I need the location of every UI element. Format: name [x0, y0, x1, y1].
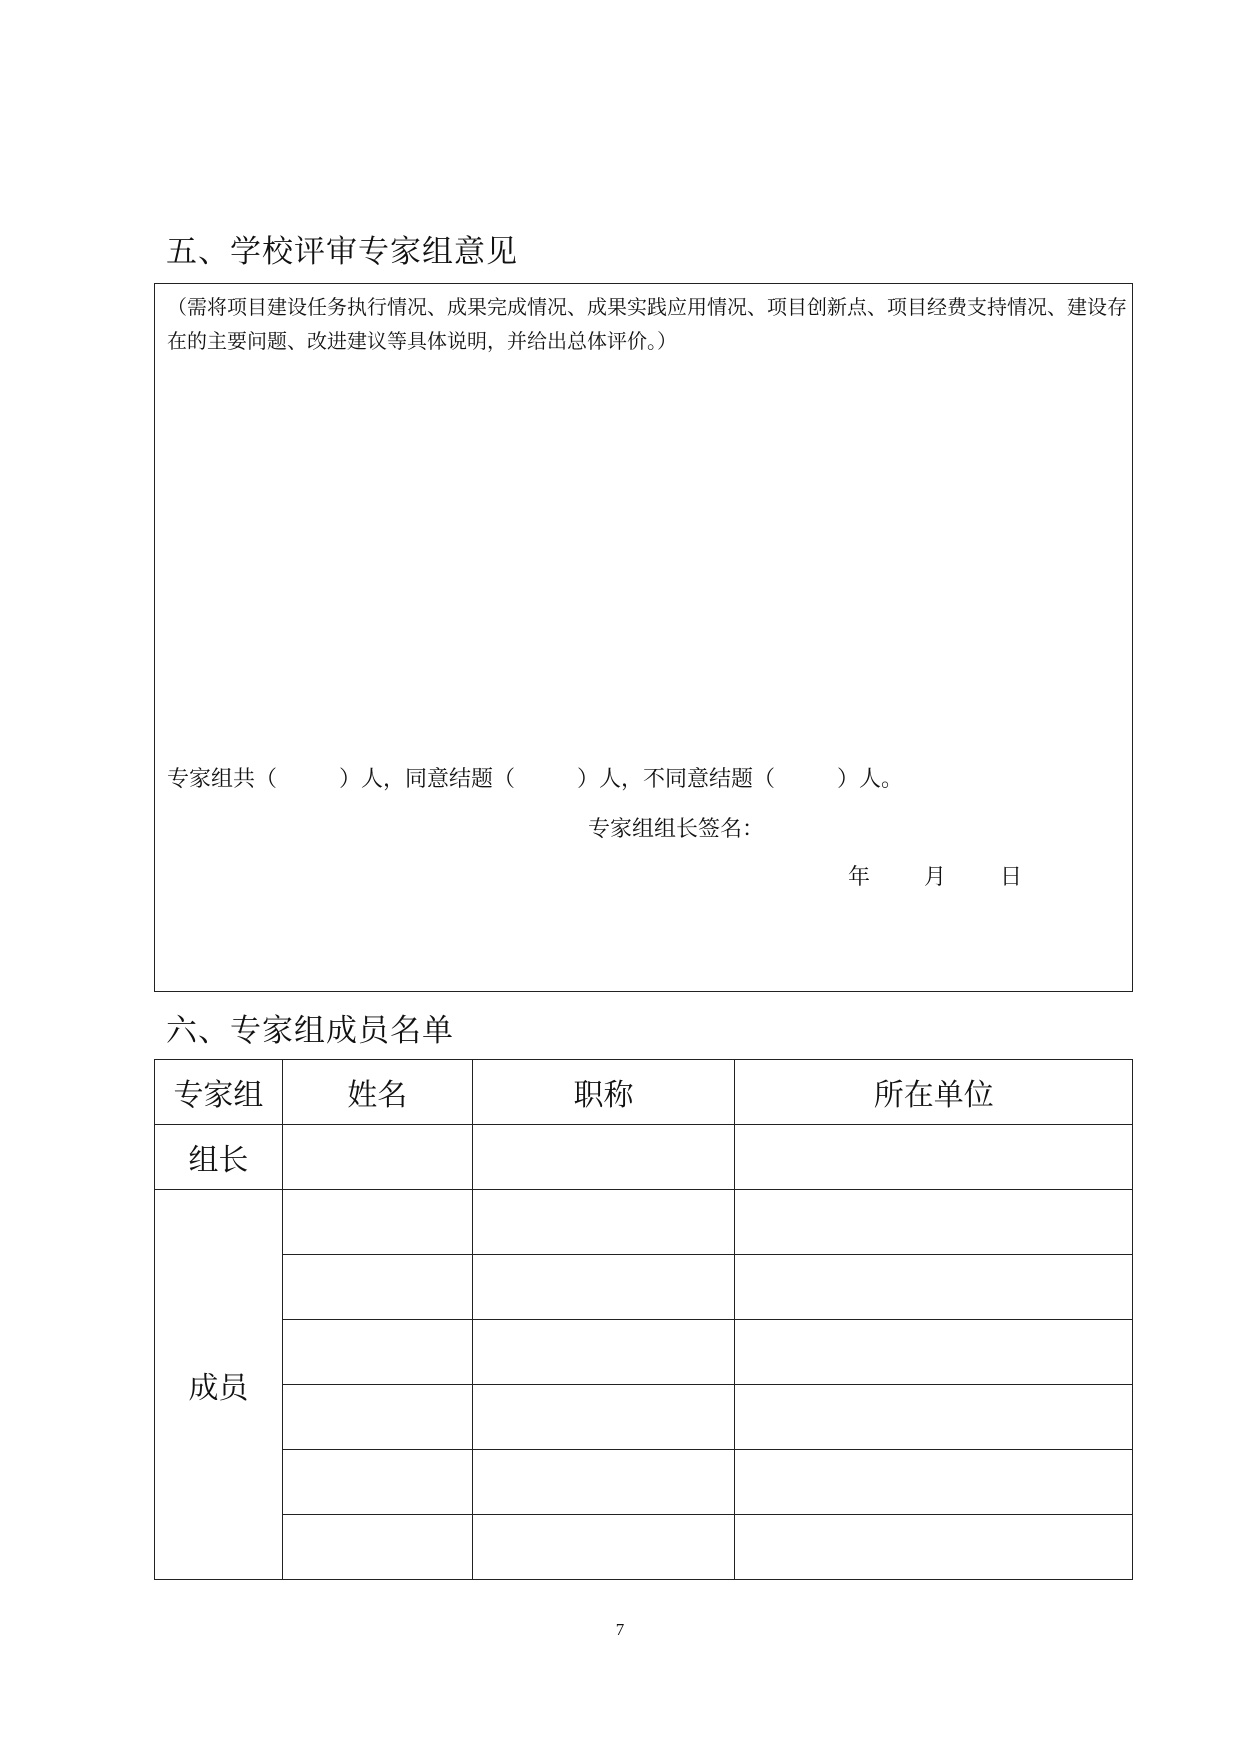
member-title-cell[interactable]	[472, 1515, 735, 1580]
date-year: 年	[848, 865, 871, 890]
member-unit-cell[interactable]	[735, 1385, 1133, 1450]
date-month: 月	[924, 865, 947, 890]
member-name-cell[interactable]	[282, 1320, 472, 1385]
member-title-cell[interactable]	[472, 1450, 735, 1515]
member-label: 成员	[155, 1190, 283, 1580]
date-day: 日	[1000, 865, 1023, 890]
member-row	[155, 1320, 1133, 1385]
leader-name-cell[interactable]	[282, 1125, 472, 1190]
member-row	[155, 1385, 1133, 1450]
member-unit-cell[interactable]	[735, 1450, 1133, 1515]
member-name-cell[interactable]	[282, 1190, 472, 1255]
member-title-cell[interactable]	[472, 1320, 735, 1385]
leader-signature-label: 专家组组长签名：	[588, 817, 765, 842]
member-unit-cell[interactable]	[735, 1190, 1133, 1255]
expert-opinion-box[interactable]	[154, 283, 1133, 992]
vote-count-text-1: 专家组共（	[167, 767, 278, 792]
member-row	[155, 1190, 1133, 1255]
member-unit-cell[interactable]	[735, 1515, 1133, 1580]
member-unit-cell[interactable]	[735, 1320, 1133, 1385]
member-title-cell[interactable]	[472, 1385, 735, 1450]
member-row	[155, 1255, 1133, 1320]
section-6-title: 六、专家组成员名单	[166, 1013, 454, 1049]
header-name: 姓名	[282, 1060, 472, 1125]
vote-count-line	[167, 762, 903, 793]
member-unit-cell[interactable]	[735, 1255, 1133, 1320]
opinion-instructions: （需将项目建设任务执行情况、成果完成情况、成果实践应用情况、项目创新点、项目经费支持情况、建设存在的主要问题、改进建议等具体说明，并给出总体评价。）	[167, 295, 1127, 353]
leader-title-cell[interactable]	[472, 1125, 735, 1190]
vote-count-text-2: ）人，同意结题（	[339, 767, 516, 792]
header-unit: 所在单位	[735, 1060, 1133, 1125]
member-name-cell[interactable]	[282, 1385, 472, 1450]
page-number: 7	[615, 1620, 625, 1639]
leader-label: 组长	[155, 1125, 283, 1190]
member-title-cell[interactable]	[472, 1190, 735, 1255]
date-line	[848, 860, 1076, 891]
table-header-row	[155, 1060, 1133, 1125]
leader-unit-cell[interactable]	[735, 1125, 1133, 1190]
member-row	[155, 1450, 1133, 1515]
vote-count-text-4: ）人。	[837, 767, 904, 792]
member-name-cell[interactable]	[282, 1515, 472, 1580]
member-row	[155, 1515, 1133, 1580]
member-name-cell[interactable]	[282, 1255, 472, 1320]
vote-count-text-3: ）人，不同意结题（	[577, 767, 776, 792]
section-5-title: 五、学校评审专家组意见	[166, 234, 518, 270]
expert-members-table	[154, 1059, 1133, 1580]
leader-row	[155, 1125, 1133, 1190]
member-title-cell[interactable]	[472, 1255, 735, 1320]
header-title: 职称	[472, 1060, 735, 1125]
header-group: 专家组	[155, 1060, 283, 1125]
member-name-cell[interactable]	[282, 1450, 472, 1515]
